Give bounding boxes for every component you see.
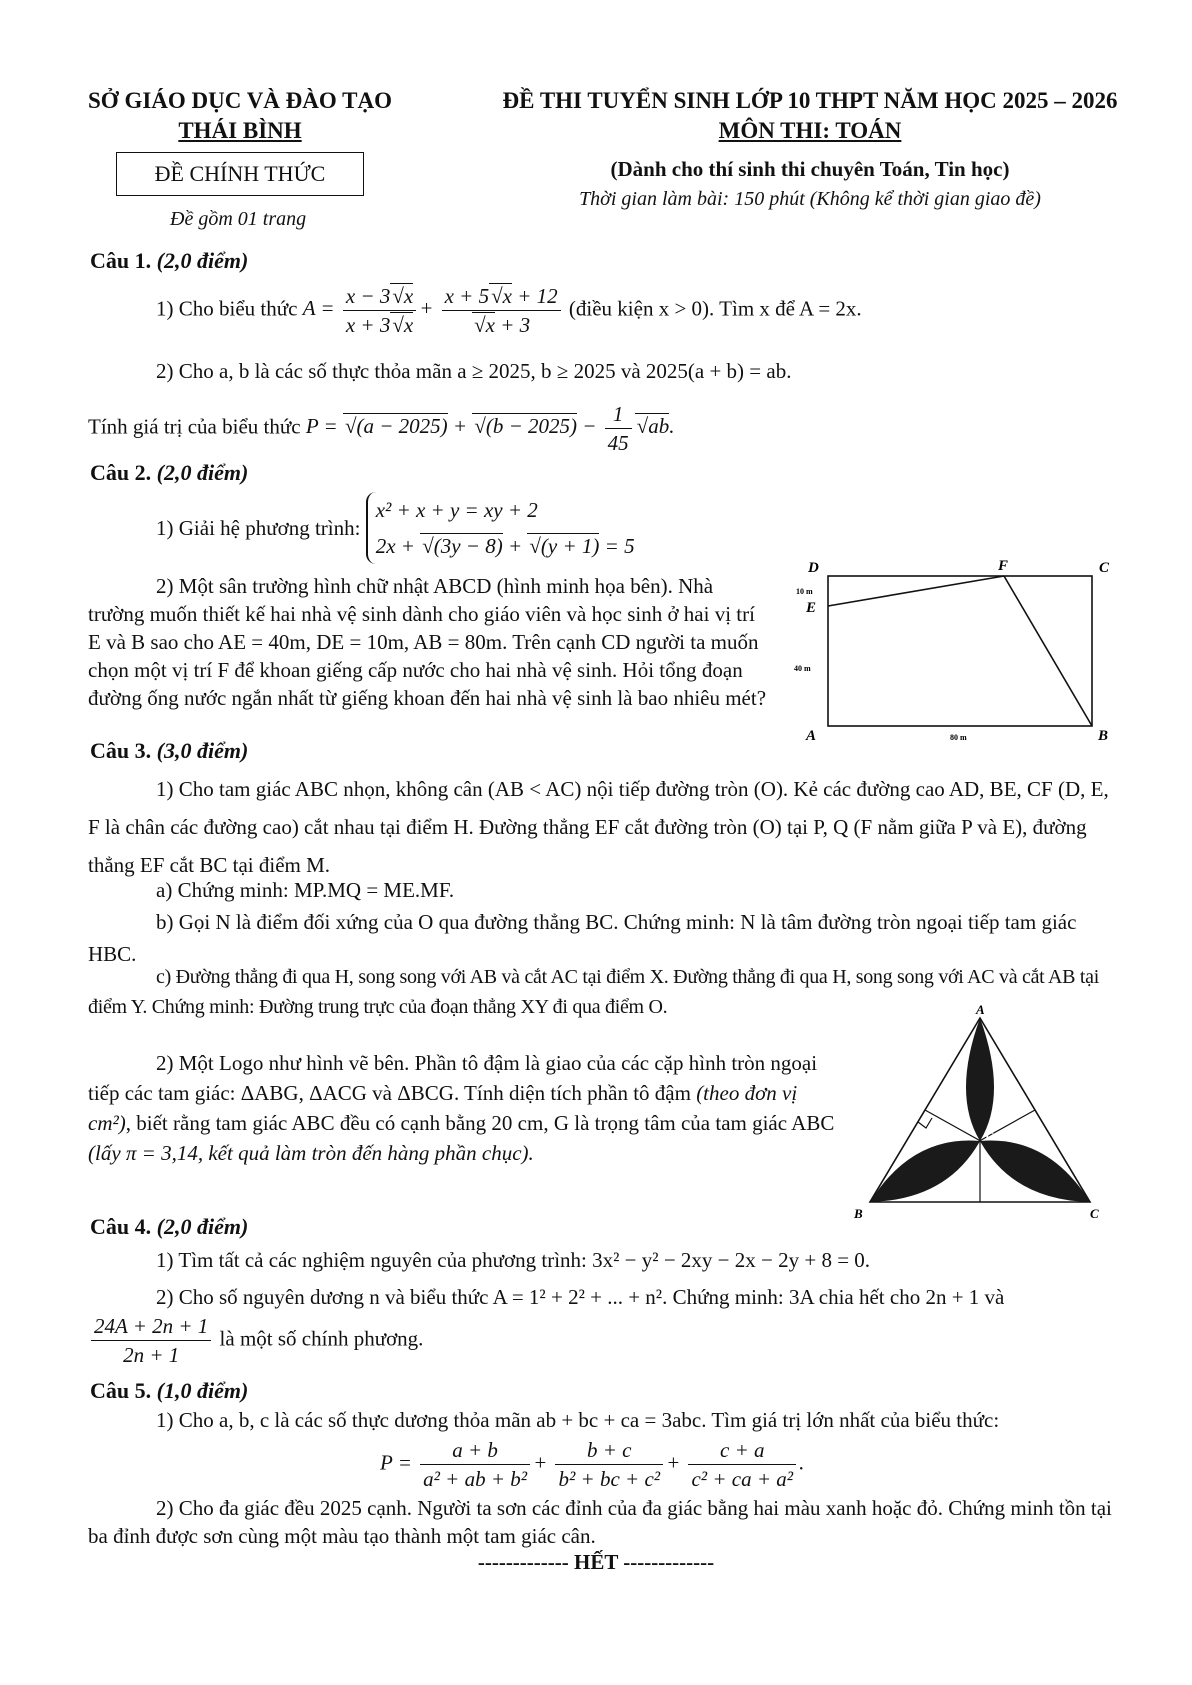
q5-number: Câu 5. xyxy=(90,1378,152,1403)
q4-points: (2,0 điểm) xyxy=(156,1214,249,1239)
q4-number: Câu 4. xyxy=(90,1214,152,1239)
q1-heading xyxy=(90,248,248,274)
q4-part2-tail xyxy=(88,1312,788,1369)
exam-header xyxy=(470,86,1150,214)
lens-left xyxy=(870,1141,980,1202)
q1-part1-lead: 1) Cho biểu thức xyxy=(156,296,298,321)
q4-frac-numerator: 24A + 2n + 1 xyxy=(91,1312,211,1341)
q2-part1 xyxy=(156,492,856,564)
q3-part2-mid: , biết rằng tam giác ABC đều có cạnh bằng 20 cm, G là trọng tâm của tam giác ABC xyxy=(125,1111,835,1135)
q1-number: Câu 1. xyxy=(90,248,152,273)
q1-part1-condition: (điều kiện x > 0). Tìm x để A = 2x. xyxy=(568,296,862,321)
q3-part2-main: 2) Một Logo như hình vẽ bên. Phần tô đậm là giao của các cặp hình tròn ngoại tiếp các tam giác: ΔABG, ΔACG và ΔBCG. Tính diện tích phần tô đậm xyxy=(88,1051,818,1105)
exam-audience: (Dành cho thí sinh thi chuyên Toán, Tin học) xyxy=(610,157,1010,181)
q3-number: Câu 3. xyxy=(90,738,152,763)
fig-dim-de: 10 m xyxy=(796,587,813,596)
logo-figure xyxy=(852,1000,1102,1225)
q3-points: (3,0 điểm) xyxy=(156,738,249,763)
schoolyard-figure xyxy=(792,556,1122,746)
q4-part2: 2) Cho số nguyên dương n và biểu thức A = 1² + 2² + ... + n². Chứng minh: 3A chia hết cho 2n + 1 và xyxy=(156,1285,1005,1309)
q4-part1: 1) Tìm tất cả các nghiệm nguyên của phương trình: 3x² − y² − 2xy − 2x − 2y + 8 = 0. xyxy=(156,1248,871,1272)
lens-right xyxy=(980,1141,1090,1202)
q5-points: (1,0 điểm) xyxy=(156,1378,249,1403)
q3-part1: 1) Cho tam giác ABC nhọn, không cân (AB < AC) nội tiếp đường tròn (O). Kẻ các đường cao AD, BE, CF (D, E, F là chân các đường cao) cắt nhau tại điểm H. Đường thẳng EF cắt đường tròn (O) tại P, Q (F nằm giữa P và E), đường thẳng EF cắt BC tại điểm M. xyxy=(88,777,1109,877)
q4-frac-denominator: 2n + 1 xyxy=(123,1343,180,1367)
logo-label-B: B xyxy=(854,1206,863,1221)
fig-label-F: F xyxy=(998,558,1009,574)
q1-part2: 2) Cho a, b là các số thực thỏa mãn a ≥ 2025, b ≥ 2025 và 2025(a + b) = ab. xyxy=(156,359,792,383)
q2-points: (2,0 điểm) xyxy=(156,460,249,485)
q4-fraction xyxy=(91,1312,211,1369)
fig-label-E: E xyxy=(806,600,817,616)
q3-part2-end: (lấy π = 3,14, kết quả làm tròn đến hàng phần chục). xyxy=(88,1141,534,1165)
department-header xyxy=(70,86,410,146)
q1-part2-lead: Tính giá trị của biểu thức xyxy=(88,414,301,439)
q3-part2-unit: (theo đơn vị cm²) xyxy=(88,1081,798,1135)
q2-heading xyxy=(90,460,248,486)
q5-expression-P: P = $\frac{a + b}{\text{a² + ab + b²}}$ + $\frac{b + c}{\text{b² + bc + c²}}$ + $\frac{c + a}{\text{c² + ca + a²}}$ . xyxy=(380,1438,805,1491)
q2-system xyxy=(366,492,635,564)
fig-dim-ae: 40 m xyxy=(794,664,811,673)
q2-part2: 2) Một sân trường hình chữ nhật ABCD (hình minh họa bên). Nhà trường muốn thiết kế hai nhà vệ sinh dành cho giáo viên và học sinh ở hai vị trí E và B sao cho AE = 40m, DE = 10m, AB = 80m. Trên cạnh CD người ta muốn chọn một vị trí F để khoan giếng cấp nước cho hai nhà vệ sinh. Hỏi tổng đoạn đường ống nước ngắn nhất từ giếng khoan đến hai nhà vệ sinh là bao nhiêu mét? xyxy=(88,574,767,710)
q2-number: Câu 2. xyxy=(90,460,152,485)
fig-label-B: B xyxy=(1098,728,1109,744)
fig-dim-ab: 80 m xyxy=(950,733,967,742)
lens-top xyxy=(966,1018,994,1141)
q5-part2: 2) Cho đa giác đều 2025 cạnh. Người ta sơn các đỉnh của đa giác bằng hai màu xanh hoặc đỏ. Chứng minh tồn tại ba đỉnh được sơn cùng một màu tạo thành một tam giác cân. xyxy=(88,1496,1112,1548)
q3-part1a: a) Chứng minh: MP.MQ = ME.MF. xyxy=(156,878,455,902)
fig-label-A: A xyxy=(806,728,817,744)
q4-part2-tail-text: là một số chính phương. xyxy=(219,1326,424,1351)
fig-label-D: D xyxy=(808,560,819,576)
exam-title: ĐỀ THI TUYỂN SINH LỚP 10 THPT NĂM HỌC 2025 – 2026 xyxy=(502,88,1118,113)
logo-label-G: G xyxy=(986,1131,994,1143)
exam-time-note: Thời gian làm bài: 150 phút (Không kể thời gian giao đề) xyxy=(579,188,1041,210)
q1-frac-1: $\frac{x - 3√x}{x + 3√x}$ xyxy=(343,282,416,339)
q5-part1: 1) Cho a, b, c là các số thực dương thỏa mãn ab + bc + ca = 3abc. Tìm giá trị lớn nhất của biểu thức: xyxy=(156,1408,1000,1432)
exam-subject: MÔN THI: TOÁN xyxy=(718,118,902,143)
q3-part1c: c) Đường thẳng đi qua H, song song với AB và cắt AC tại điểm X. Đường thẳng đi qua H, song song với AC và cắt AB tại điểm Y. Chứng minh: Đường trung trực của đoạn thẳng XY đi qua điểm O. xyxy=(88,966,1099,1018)
logo-label-C: C xyxy=(1090,1206,1099,1221)
q5-heading xyxy=(90,1378,248,1404)
end-marker: ------------- HẾT ------------- xyxy=(477,1550,715,1574)
official-label: ĐỀ CHÍNH THỨC xyxy=(116,152,364,196)
fig-label-C: C xyxy=(1099,560,1110,576)
q2-part1-lead: 1) Giải hệ phương trình: xyxy=(156,516,361,540)
q3-part1b: b) Gọi N là điểm đối xứng của O qua đường thẳng BC. Chứng minh: N là tâm đường tròn ngoại tiếp tam giác HBC. xyxy=(88,910,1077,966)
q2-eq1: x² + x + y = xy + 2 xyxy=(375,498,538,522)
q1-part1 xyxy=(156,282,1156,339)
q4-heading xyxy=(90,1214,248,1240)
q1-part2-expr: Tính giá trị của biểu thức P = √(a − 2025) + √(b − 2025) − $\frac{1}{45}$ √ab. xyxy=(88,402,675,455)
pages-note: Đề gồm 01 trang xyxy=(170,208,307,230)
q1-points: (2,0 điểm) xyxy=(156,248,249,273)
department-name: SỞ GIÁO DỤC VÀ ĐÀO TẠO xyxy=(88,88,392,113)
q2-eq2: 2x + √(3y − 8) + √(y + 1) = 5 xyxy=(375,534,635,558)
q1-frac-2: $\frac{x + 5√x + 12}{√x + 3}$ xyxy=(442,282,561,339)
q3-heading xyxy=(90,738,248,764)
logo-label-A: A xyxy=(976,1002,985,1017)
province-name: THÁI BÌNH xyxy=(178,118,302,143)
q1-expression-A: A = $\frac{x - 3√x}{x + 3√x}$ + $\frac{x + 5√x + 12}{√x + 3}$ xyxy=(303,296,569,320)
q3-part2 xyxy=(88,1048,840,1168)
